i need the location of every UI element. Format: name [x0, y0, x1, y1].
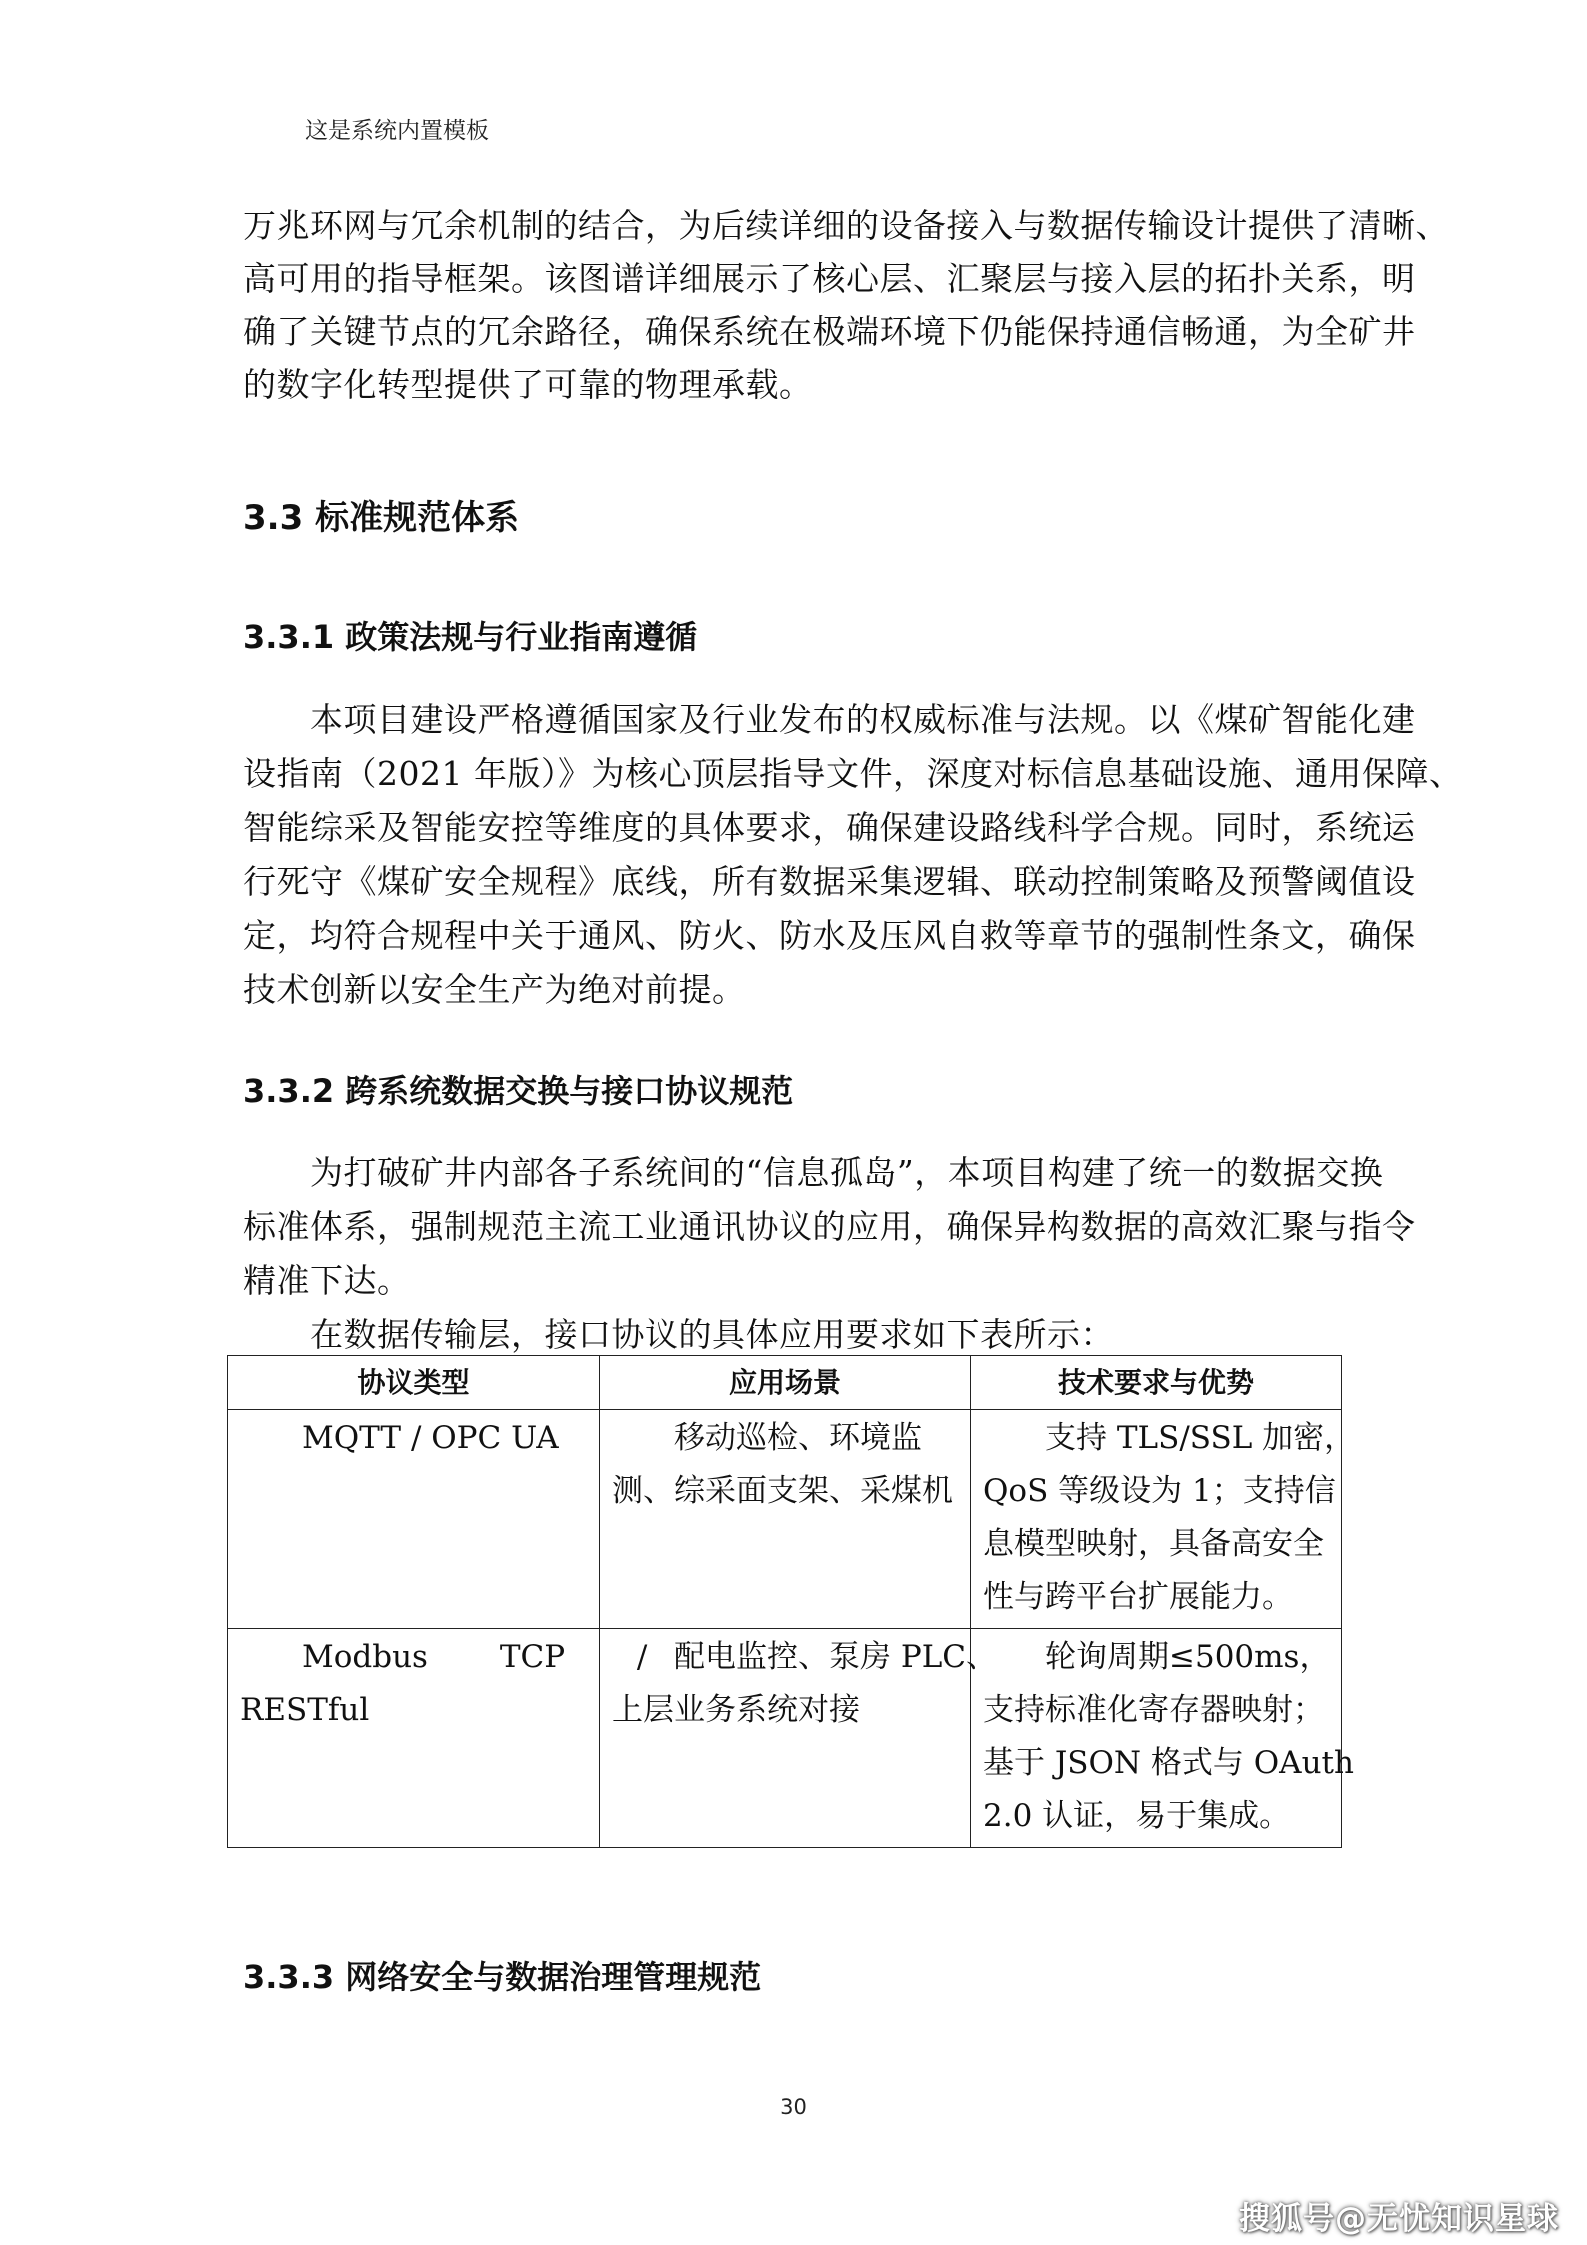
scenario-cell — [600, 1629, 998, 1848]
cell-line: 性与跨平台扩展能力。 — [983, 1579, 1293, 1615]
paragraph-line: 精准下达。 — [243, 1261, 411, 1300]
protocol-cell — [228, 1410, 600, 1629]
paragraph-line: 设指南（2021 年版）》为核心顶层指导文件，深度对标信息基础设施、通用保障、 — [243, 754, 1463, 793]
paragraph-line: 在数据传输层，接口协议的具体应用要求如下表所示： — [243, 1315, 1114, 1354]
paragraph-line: 标准体系，强制规范主流工业通讯协议的应用，确保异构数据的高效汇聚与指令 — [243, 1207, 1416, 1246]
intro-line: 万兆环网与冗余机制的结合，为后续详细的设备接入与数据传输设计提供了清晰、 — [243, 206, 1449, 245]
paragraph-line: 行死守《煤矿安全规程》底线，所有数据采集逻辑、联动控制策略及预警阈值设 — [243, 862, 1416, 901]
requirements-cell — [971, 1629, 1354, 1848]
column-header-requirements: 技术要求与优势 — [971, 1356, 1342, 1410]
paragraph-line: 为打破矿井内部各子系统间的“信息孤岛”，本项目构建了统一的数据交换 — [243, 1153, 1384, 1192]
cell-line: 基于 JSON 格式与 OAuth — [983, 1745, 1354, 1781]
column-header-protocol: 协议类型 — [228, 1356, 600, 1410]
cell-line: Modbus TCP / — [240, 1639, 648, 1675]
cell-line: 上层业务系统对接 — [612, 1692, 860, 1728]
requirements-cell — [971, 1410, 1356, 1629]
section-3-3-heading: 3.3 标准规范体系 — [243, 498, 520, 538]
cell-line: 支持标准化寄存器映射； — [983, 1692, 1324, 1728]
intro-line: 高可用的指导框架。该图谱详细展示了核心层、汇聚层与接入层的拓扑关系，明 — [243, 259, 1416, 298]
table-header-row — [228, 1356, 1342, 1410]
section-3-3-3-heading: 3.3.3 网络安全与数据治理管理规范 — [243, 1958, 762, 1996]
page-number: 30 — [780, 2095, 807, 2119]
cell-line: 测、综采面支架、采煤机 — [612, 1473, 953, 1509]
protocol-cell — [228, 1629, 648, 1848]
protocol-table — [227, 1355, 1356, 1848]
paragraph-line: 智能综采及智能安控等维度的具体要求，确保建设路线科学合规。同时，系统运 — [243, 808, 1416, 847]
cell-line: 轮询周期≤500ms， — [983, 1639, 1331, 1675]
table-row — [228, 1410, 1342, 1629]
cell-line: MQTT / OPC UA — [240, 1420, 559, 1456]
cell-line: 支持 TLS/SSL 加密， — [983, 1420, 1356, 1456]
page-header: 这是系统内置模板 — [305, 118, 489, 144]
table-row — [228, 1629, 1342, 1848]
cell-line: 2.0 认证，易于集成。 — [983, 1798, 1291, 1834]
intro-line: 的数字化转型提供了可靠的物理承载。 — [243, 365, 813, 404]
scenario-cell — [600, 1410, 971, 1629]
column-header-scenario: 应用场景 — [600, 1356, 971, 1410]
cell-line: QoS 等级设为 1；支持信 — [983, 1473, 1336, 1509]
paragraph-line: 本项目建设严格遵循国家及行业发布的权威标准与法规。以《煤矿智能化建 — [243, 700, 1416, 739]
cell-line: RESTful — [240, 1692, 370, 1728]
section-3-3-2-heading: 3.3.2 跨系统数据交换与接口协议规范 — [243, 1072, 794, 1110]
cell-line: 配电监控、泵房 PLC、 — [612, 1639, 998, 1675]
section-3-3-1-heading: 3.3.1 政策法规与行业指南遵循 — [243, 618, 698, 656]
intro-line: 确了关键节点的冗余路径，确保系统在极端环境下仍能保持通信畅通，为全矿井 — [243, 312, 1416, 351]
cell-line: 息模型映射，具备高安全 — [983, 1526, 1324, 1562]
watermark: 搜狐号@无忧知识星球 — [1239, 2201, 1559, 2237]
paragraph-line: 技术创新以安全生产为绝对前提。 — [243, 970, 746, 1009]
paragraph-line: 定，均符合规程中关于通风、防火、防水及压风自救等章节的强制性条文，确保 — [243, 916, 1416, 955]
cell-line: 移动巡检、环境监 — [612, 1420, 922, 1456]
